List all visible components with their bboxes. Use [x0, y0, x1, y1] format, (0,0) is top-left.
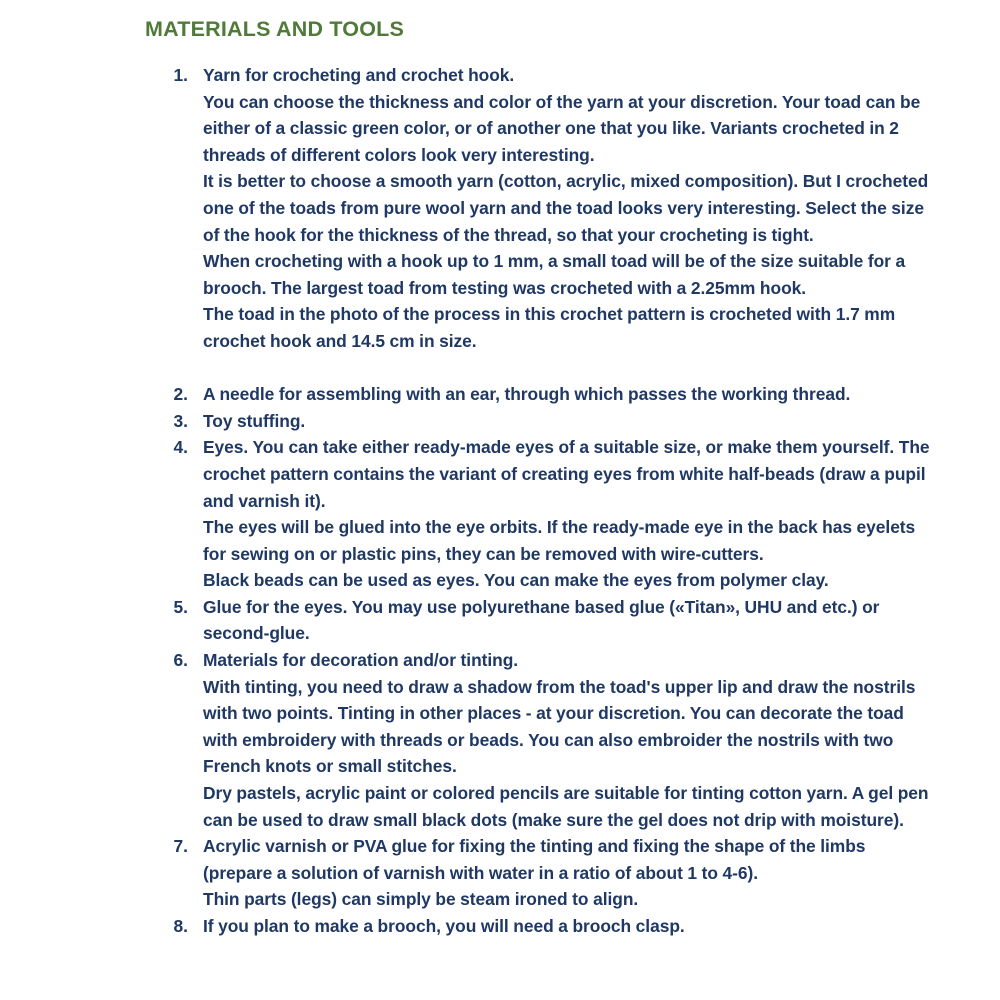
list-item-paragraph: Dry pastels, acrylic paint or colored pencils are suitable for tinting cotton yarn. A gel pen can be used to draw small black dots (make sure the gel does not drip with moisture). [203, 783, 929, 830]
list-item-number: 7. [173, 836, 188, 857]
list-item-paragraph: The eyes will be glued into the eye orbits. If the ready-made eye in the back has eyelets for sewing on or plastic pins, they can be removed with wire-cutters. [203, 517, 916, 564]
materials-list [0, 62, 1000, 940]
list-item-paragraph: Black beads can be used as eyes. You can make the eyes from polymer clay. [203, 570, 829, 591]
list-item-paragraph: Thin parts (legs) can simply be steam ironed to align. [203, 889, 639, 910]
list-item [0, 62, 1000, 355]
list-item-paragraph: It is better to choose a smooth yarn (cotton, acrylic, mixed composition). But I crocheted one of the toads from pure wool yarn and the toad looks very interesting. Select the size of the hook for the thickness of the thread, so that your crocheting is tight. [203, 171, 929, 245]
list-item-paragraph: Yarn for crocheting and crochet hook. [203, 65, 515, 85]
list-item-paragraph: If you plan to make a brooch, you will need a brooch clasp. [203, 916, 685, 936]
list-item-number: 6. [173, 650, 188, 671]
list-item-paragraph: A needle for assembling with an ear, through which passes the working thread. [203, 384, 851, 405]
list-item-paragraph: Materials for decoration and/or tinting. [203, 650, 519, 671]
list-item-paragraph: Glue for the eyes. You may use polyurethane based glue («Titan», UHU and etc.) or second-glue. [203, 596, 880, 644]
page-title: MATERIALS AND TOOLS [145, 17, 405, 41]
list-item-number: 4. [173, 437, 188, 458]
list-item [0, 408, 1000, 435]
list-item-number: 2. [173, 384, 188, 405]
list-item [0, 647, 1000, 833]
list-item-number: 1. [173, 65, 188, 85]
list-item-paragraph: You can choose the thickness and color of the yarn at your discretion. Your toad can be either of a classic green color, or of another one that you like. Variants crocheted in 2 threads of different colors look very interesting. [203, 91, 921, 165]
paragraph-spacer [0, 355, 1000, 382]
list-item [0, 594, 1000, 647]
list-item [0, 434, 1000, 594]
list-item-paragraph: Eyes. You can take either ready-made eyes of a suitable size, or make them yourself. The crochet pattern contains the variant of creating eyes from white half-beads (draw a pupil and varnish it). [203, 437, 930, 511]
list-item [0, 833, 1000, 913]
list-item-paragraph: The toad in the photo of the process in this crochet pattern is crocheted with 1.7 mm crochet hook and 14.5 cm in size. [203, 304, 896, 351]
list-item-paragraph: Acrylic varnish or PVA glue for fixing the tinting and fixing the shape of the limbs (prepare a solution of varnish with water in a ratio of about 1 to 4-6). [203, 836, 866, 883]
list-item [0, 913, 1000, 940]
list-item-paragraph: When crocheting with a hook up to 1 mm, a small toad will be of the size suitable for a brooch. The largest toad from testing was crocheted with a 2.25mm hook. [203, 251, 906, 298]
list-item-number: 5. [173, 596, 188, 617]
list-item [0, 381, 1000, 408]
list-item-paragraph: Toy stuffing. [203, 410, 306, 431]
list-item-number: 8. [173, 916, 188, 936]
list-item-number: 3. [173, 410, 188, 431]
list-item-paragraph: With tinting, you need to draw a shadow from the toad's upper lip and draw the nostrils with two points. Tinting in other places - at your discretion. You can decorate the toad with embroidery with threads or beads. You can also embroider the nostrils with two French knots or small stitches. [203, 676, 916, 777]
